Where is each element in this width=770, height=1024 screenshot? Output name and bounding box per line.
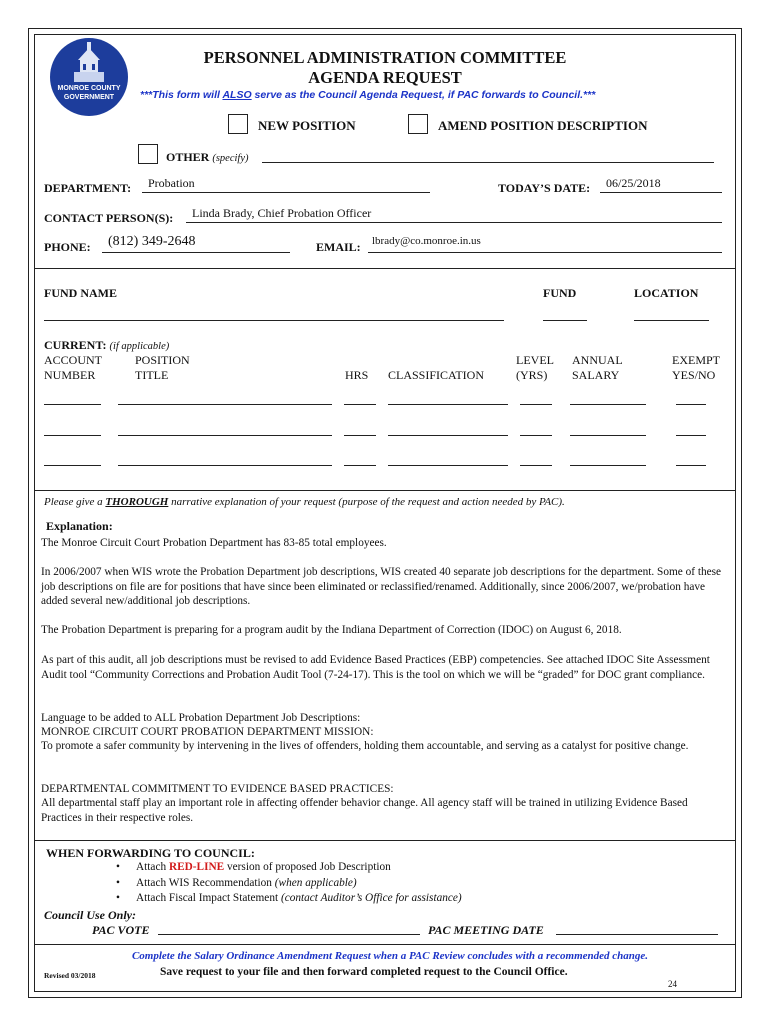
checklist-fiscal-pre: Attach Fiscal Impact Statement bbox=[136, 892, 281, 904]
checklist-redline-pre: Attach bbox=[136, 861, 169, 873]
explanation-p5c: To promote a safer community by intervening in the lives of offenders, holding them accountable, and serving as a catalyst for positive change. bbox=[41, 740, 689, 752]
other-specify-line[interactable] bbox=[262, 162, 714, 163]
form-subtitle: AGENDA REQUEST bbox=[308, 68, 462, 87]
col-salary-1: ANNUAL bbox=[572, 353, 623, 367]
checklist-redline-post: version of proposed Job Description bbox=[224, 861, 391, 873]
phone-label: PHONE: bbox=[44, 240, 91, 254]
col-hrs: HRS bbox=[345, 368, 369, 382]
narrative-prompt-pre: Please give a bbox=[44, 496, 106, 508]
other-label: OTHER bbox=[166, 150, 210, 164]
narrative-prompt-bold: THOROUGH bbox=[105, 496, 169, 508]
checklist-redline-red: RED-LINE bbox=[168, 861, 225, 873]
logo-text-2: GOVERNMENT bbox=[63, 94, 115, 101]
row1-account-line[interactable] bbox=[44, 404, 101, 405]
explanation-p2: In 2006/2007 when WIS wrote the Probation Department job descriptions, WIS created 40 separate job descriptions for the department. Some of these job descriptions on file are for positions that have since been eliminated or reclassified/renamed. Additionally, since 2006/2007, we/probation have added several new/additional job descriptions. bbox=[41, 566, 722, 608]
col-exempt-1: EXEMPT bbox=[672, 353, 720, 367]
row1-title-line[interactable] bbox=[118, 404, 332, 405]
pac-meeting-label: PAC MEETING DATE bbox=[428, 923, 544, 937]
row3-exempt-line[interactable] bbox=[676, 465, 706, 466]
section-divider-3 bbox=[34, 840, 736, 841]
narrative-prompt-post: narrative explanation of your request (purpose of the request and action needed by PAC). bbox=[168, 496, 565, 508]
revised-date: Revised 03/2018 bbox=[44, 971, 96, 980]
row2-exempt-line[interactable] bbox=[676, 435, 706, 436]
council-use-only: Council Use Only: bbox=[44, 908, 137, 922]
row3-level-line[interactable] bbox=[520, 465, 552, 466]
fund-name-line[interactable] bbox=[44, 320, 504, 321]
date-line bbox=[600, 192, 722, 193]
section-divider-2 bbox=[34, 490, 736, 491]
row3-class-line[interactable] bbox=[388, 465, 508, 466]
new-position-label: NEW POSITION bbox=[258, 118, 356, 133]
pac-meeting-line[interactable] bbox=[556, 934, 718, 935]
explanation-label: Explanation: bbox=[46, 519, 113, 533]
row3-hrs-line[interactable] bbox=[344, 465, 376, 466]
row3-title-line[interactable] bbox=[118, 465, 332, 466]
department-line bbox=[142, 192, 430, 193]
row1-class-line[interactable] bbox=[388, 404, 508, 405]
row1-exempt-line[interactable] bbox=[676, 404, 706, 405]
forwarding-checklist bbox=[116, 860, 676, 907]
location-label: LOCATION bbox=[634, 286, 699, 300]
pac-vote-label: PAC VOTE bbox=[92, 923, 150, 937]
forwarding-label: WHEN FORWARDING TO COUNCIL: bbox=[46, 846, 255, 860]
fund-label: FUND bbox=[543, 286, 577, 300]
footer-save: Save request to your file and then forward completed request to the Council Office. bbox=[160, 966, 568, 978]
logo-text-1: MONROE COUNTY bbox=[57, 85, 121, 92]
section-divider-1 bbox=[34, 268, 736, 269]
col-exempt-2: YES/NO bbox=[672, 368, 716, 382]
explanation-p1: The Monroe Circuit Court Probation Department has 83-85 total employees. bbox=[41, 537, 387, 549]
explanation-p4: As part of this audit, all job descriptions must be revised to add Evidence Based Practices (EBP) competencies. See attached IDOC Site Assessment Audit tool “Community Corrections and Probation Audit Tool (7-24-17). This is the tool on which we will be “graded” for DOC grant compliance. bbox=[41, 654, 710, 681]
checklist-fiscal bbox=[116, 891, 676, 907]
current-label: CURRENT: bbox=[44, 338, 107, 352]
phone-line bbox=[102, 252, 290, 253]
contact-value[interactable]: Linda Brady, Chief Probation Officer bbox=[192, 206, 372, 220]
col-salary-2: SALARY bbox=[572, 368, 620, 382]
row2-account-line[interactable] bbox=[44, 435, 101, 436]
current-applicable: (if applicable) bbox=[109, 341, 170, 352]
row2-salary-line[interactable] bbox=[570, 435, 646, 436]
email-line bbox=[368, 252, 722, 253]
location-line[interactable] bbox=[634, 320, 709, 321]
form-note-post: serve as the Council Agenda Request, if PAC forwards to Council.*** bbox=[251, 89, 596, 101]
checklist-wis-pre: Attach WIS Recommendation bbox=[136, 876, 275, 889]
phone-value[interactable]: (812) 349-2648 bbox=[108, 234, 196, 249]
form-note-pre: ***This form will bbox=[140, 89, 223, 101]
amend-position-label: AMEND POSITION DESCRIPTION bbox=[438, 118, 648, 133]
row1-salary-line[interactable] bbox=[570, 404, 646, 405]
new-position-checkbox[interactable] bbox=[228, 114, 248, 134]
col-classification: CLASSIFICATION bbox=[388, 368, 485, 382]
col-account-2: NUMBER bbox=[44, 368, 96, 382]
other-specify: (specify) bbox=[212, 153, 249, 164]
checklist-wis bbox=[116, 876, 676, 892]
department-value[interactable]: Probation bbox=[148, 176, 195, 190]
narrative-prompt bbox=[44, 496, 565, 508]
col-level-1: LEVEL bbox=[516, 353, 554, 367]
county-seal-logo bbox=[50, 38, 128, 116]
contact-label: CONTACT PERSON(S): bbox=[44, 211, 174, 225]
date-value[interactable]: 06/25/2018 bbox=[606, 176, 661, 190]
col-position-2: TITLE bbox=[135, 368, 169, 382]
amend-position-checkbox[interactable] bbox=[408, 114, 428, 134]
date-label: TODAY’S DATE: bbox=[498, 181, 591, 195]
explanation-p3: The Probation Department is preparing for a program audit by the Indiana Department of Correction (IDOC) on August 6, 2018. bbox=[41, 624, 622, 636]
col-level-2: (YRS) bbox=[516, 368, 548, 382]
col-account-1: ACCOUNT bbox=[44, 353, 103, 367]
current-heading bbox=[44, 338, 169, 353]
checklist-redline bbox=[116, 860, 676, 876]
section-divider-4 bbox=[34, 944, 736, 945]
contact-line bbox=[186, 222, 722, 223]
form-title: PERSONNEL ADMINISTRATION COMMITTEE bbox=[203, 48, 567, 67]
row1-hrs-line[interactable] bbox=[344, 404, 376, 405]
form-note bbox=[140, 89, 640, 101]
email-label: EMAIL: bbox=[316, 240, 361, 254]
col-position-1: POSITION bbox=[135, 353, 190, 367]
pac-vote-line[interactable] bbox=[158, 934, 420, 935]
explanation-p6a: DEPARTMENTAL COMMITMENT TO EVIDENCE BASED PRACTICES: bbox=[41, 783, 394, 795]
row2-hrs-line[interactable] bbox=[344, 435, 376, 436]
checklist-fiscal-it: (contact Auditor’s Office for assistance) bbox=[280, 892, 462, 904]
explanation-p6b: All departmental staff play an important role in affecting offender behavior change. All agency staff will be trained in utilizing Evidence Based Practices in their respective roles. bbox=[41, 797, 688, 824]
row3-salary-line[interactable] bbox=[570, 465, 646, 466]
fund-line[interactable] bbox=[543, 320, 587, 321]
explanation-p5a: Language to be added to ALL Probation Department Job Descriptions: bbox=[41, 712, 361, 724]
page-number: 24 bbox=[668, 979, 677, 989]
courthouse-icon bbox=[50, 38, 128, 116]
row2-level-line[interactable] bbox=[520, 435, 552, 436]
explanation-p5b: MONROE CIRCUIT COURT PROBATION DEPARTMENT MISSION: bbox=[41, 726, 374, 738]
row3-account-line[interactable] bbox=[44, 465, 101, 466]
row2-class-line[interactable] bbox=[388, 435, 508, 436]
email-value[interactable]: lbrady@co.monroe.in.us bbox=[372, 235, 481, 247]
checklist-wis-it: (when applicable) bbox=[274, 876, 357, 889]
department-label: DEPARTMENT: bbox=[44, 181, 132, 195]
footer-instruction: Complete the Salary Ordinance Amendment Request when a PAC Review concludes with a recommended change. bbox=[131, 950, 649, 962]
form-note-also: ALSO bbox=[222, 89, 252, 101]
row2-title-line[interactable] bbox=[118, 435, 332, 436]
other-label-group bbox=[166, 150, 249, 165]
row1-level-line[interactable] bbox=[520, 404, 552, 405]
other-checkbox[interactable] bbox=[138, 144, 158, 164]
fund-name-label: FUND NAME bbox=[44, 286, 117, 300]
